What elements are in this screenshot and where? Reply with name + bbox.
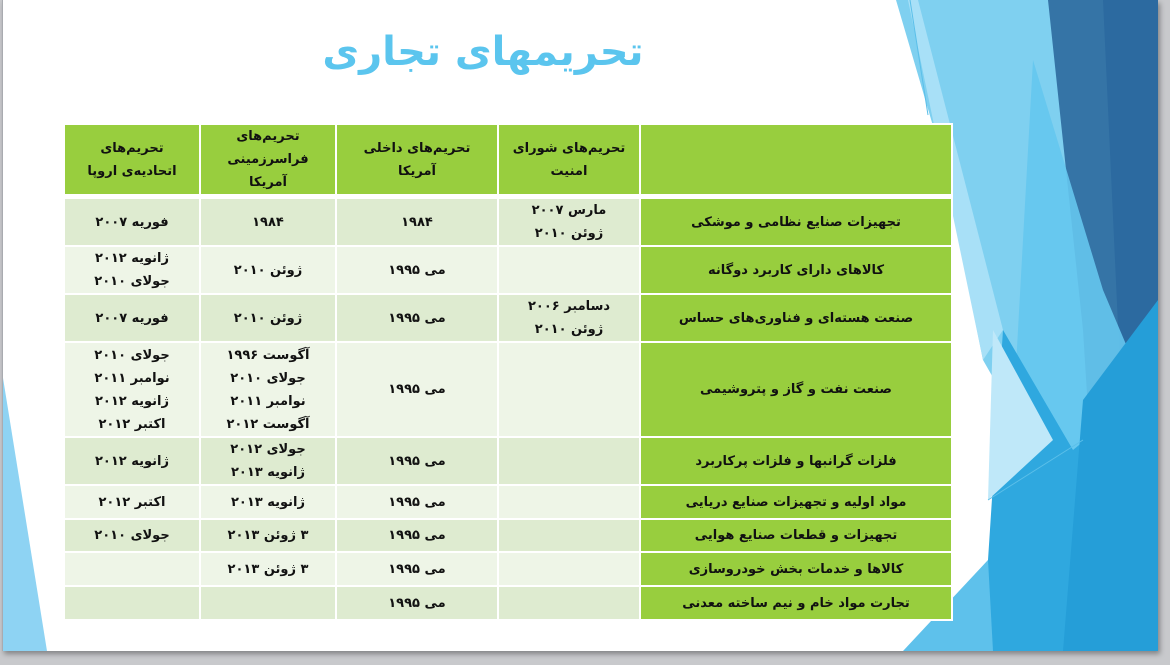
cell-date: می ۱۹۹۵ — [388, 453, 446, 469]
cell-category: تجهیزات صنایع نظامی و موشکی — [640, 197, 952, 247]
cell-security-council — [498, 519, 640, 552]
cell-us-extraterritorial — [200, 437, 336, 485]
cell-date: ژانویه ۲۰۱۳ — [230, 465, 305, 480]
cell-eu — [64, 586, 200, 620]
cell-us-extraterritorial — [200, 246, 336, 294]
cell-us-domestic — [336, 197, 498, 247]
table-header-row — [64, 124, 952, 197]
cell-date: می ۱۹۹۵ — [388, 595, 446, 611]
cell-security-council — [498, 552, 640, 586]
cell-date: ژوئن ۲۰۱۰ — [233, 310, 303, 326]
cell-us-extraterritorial — [200, 586, 336, 620]
table-row — [64, 485, 952, 519]
cell-us-domestic — [336, 342, 498, 437]
header-eu: تحریم‌های اتحادیه‌ی اروپا — [64, 124, 200, 197]
cell-us-extraterritorial — [200, 294, 336, 342]
cell-date: آگوست ۱۹۹۶ — [226, 347, 310, 363]
cell-date: ۱۹۸۴ — [401, 214, 433, 230]
cell-date: می ۱۹۹۵ — [388, 310, 446, 326]
cell-date: اکتبر ۲۰۱۲ — [98, 494, 166, 510]
header-security-council: تحریم‌های شورای امنیت — [498, 124, 640, 197]
cell-security-council — [498, 586, 640, 620]
cell-eu — [64, 552, 200, 586]
header-us-domestic: تحریم‌های داخلی آمریکا — [336, 124, 498, 197]
header-us-extraterritorial: تحریم‌های فراسرزمینی آمریکا — [200, 124, 336, 197]
cell-date: ۳ ژوئن ۲۰۱۳ — [227, 561, 309, 577]
cell-date: می ۱۹۹۵ — [388, 262, 446, 278]
cell-category: صنعت هسته‌ای و فناوری‌های حساس — [640, 294, 952, 342]
cell-us-extraterritorial — [200, 485, 336, 519]
cell-date: جولای ۲۰۱۰ — [230, 370, 306, 386]
sanctions-table — [63, 123, 953, 621]
cell-security-council — [498, 197, 640, 247]
cell-date: ژانویه ۲۰۱۲ — [94, 453, 169, 469]
cell-eu — [64, 246, 200, 294]
table-row — [64, 586, 952, 620]
cell-date: ۳ ژوئن ۲۰۱۳ — [227, 528, 309, 543]
header-category — [640, 124, 952, 197]
cell-date: ژوئن ۲۰۱۰ — [233, 262, 303, 278]
slide — [2, 0, 1158, 651]
cell-us-domestic — [336, 437, 498, 485]
cell-date: می ۱۹۹۵ — [388, 561, 446, 577]
cell-date: ژوئن ۲۰۱۰ — [534, 322, 604, 337]
cell-category: صنعت نفت و گاز و پتروشیمی — [640, 342, 952, 437]
table-row — [64, 437, 952, 485]
table-row — [64, 294, 952, 342]
slide-title: تحریمهای تجاری — [322, 29, 644, 75]
cell-date: اکتبر ۲۰۱۲ — [98, 416, 166, 432]
cell-category: تجهیزات و قطعات صنایع هوایی — [640, 519, 952, 552]
cell-us-domestic — [336, 485, 498, 519]
table-body — [64, 197, 952, 621]
cell-eu — [64, 294, 200, 342]
cell-eu — [64, 485, 200, 519]
cell-category: کالاهای دارای کاربرد دوگانه — [640, 246, 952, 294]
cell-date: می ۱۹۹۵ — [388, 494, 446, 510]
cell-us-extraterritorial — [200, 552, 336, 586]
cell-date: نوامبر ۲۰۱۱ — [230, 393, 306, 409]
cell-date: جولای ۲۰۱۲ — [230, 442, 306, 457]
cell-us-domestic — [336, 586, 498, 620]
cell-us-extraterritorial — [200, 519, 336, 552]
cell-us-domestic — [336, 246, 498, 294]
cell-category: تجارت مواد خام و نیم ساخته معدنی — [640, 586, 952, 620]
cell-date: ژانویه ۲۰۱۲ — [94, 251, 169, 266]
cell-date: می ۱۹۹۵ — [388, 528, 446, 543]
table-row — [64, 246, 952, 294]
cell-us-extraterritorial — [200, 197, 336, 247]
cell-date: نوامبر ۲۰۱۱ — [94, 370, 170, 386]
cell-security-council — [498, 294, 640, 342]
cell-date: ژانویه ۲۰۱۲ — [94, 393, 169, 409]
table-row — [64, 519, 952, 552]
cell-date: ژوئن ۲۰۱۰ — [534, 226, 604, 241]
cell-eu — [64, 437, 200, 485]
cell-date: فوریه ۲۰۰۷ — [95, 310, 169, 326]
cell-eu — [64, 519, 200, 552]
cell-us-domestic — [336, 552, 498, 586]
table-row — [64, 552, 952, 586]
cell-date: دسامبر ۲۰۰۶ — [527, 299, 611, 314]
cell-date: جولای ۲۰۱۰ — [94, 347, 170, 363]
cell-security-council — [498, 342, 640, 437]
cell-date: جولای ۲۰۱۰ — [94, 274, 170, 289]
table-row — [64, 342, 952, 437]
cell-security-council — [498, 437, 640, 485]
cell-us-extraterritorial — [200, 342, 336, 437]
cell-date: فوریه ۲۰۰۷ — [95, 214, 169, 230]
cell-us-domestic — [336, 519, 498, 552]
table-row — [64, 197, 952, 247]
cell-category: مواد اولیه و تجهیزات صنایع دریایی — [640, 485, 952, 519]
cell-category: کالاها و خدمات بخش خودروسازی — [640, 552, 952, 586]
cell-security-council — [498, 485, 640, 519]
cell-date: ۱۹۸۴ — [252, 214, 284, 230]
cell-category: فلزات گرانبها و فلزات پرکاربرد — [640, 437, 952, 485]
cell-eu — [64, 197, 200, 247]
cell-eu — [64, 342, 200, 437]
cell-security-council — [498, 246, 640, 294]
cell-us-domestic — [336, 294, 498, 342]
cell-date: می ۱۹۹۵ — [388, 382, 446, 397]
cell-date: ژانویه ۲۰۱۳ — [230, 494, 305, 510]
cell-date: جولای ۲۰۱۰ — [94, 528, 170, 543]
cell-date: آگوست ۲۰۱۲ — [226, 416, 310, 432]
cell-date: مارس ۲۰۰۷ — [531, 203, 607, 218]
